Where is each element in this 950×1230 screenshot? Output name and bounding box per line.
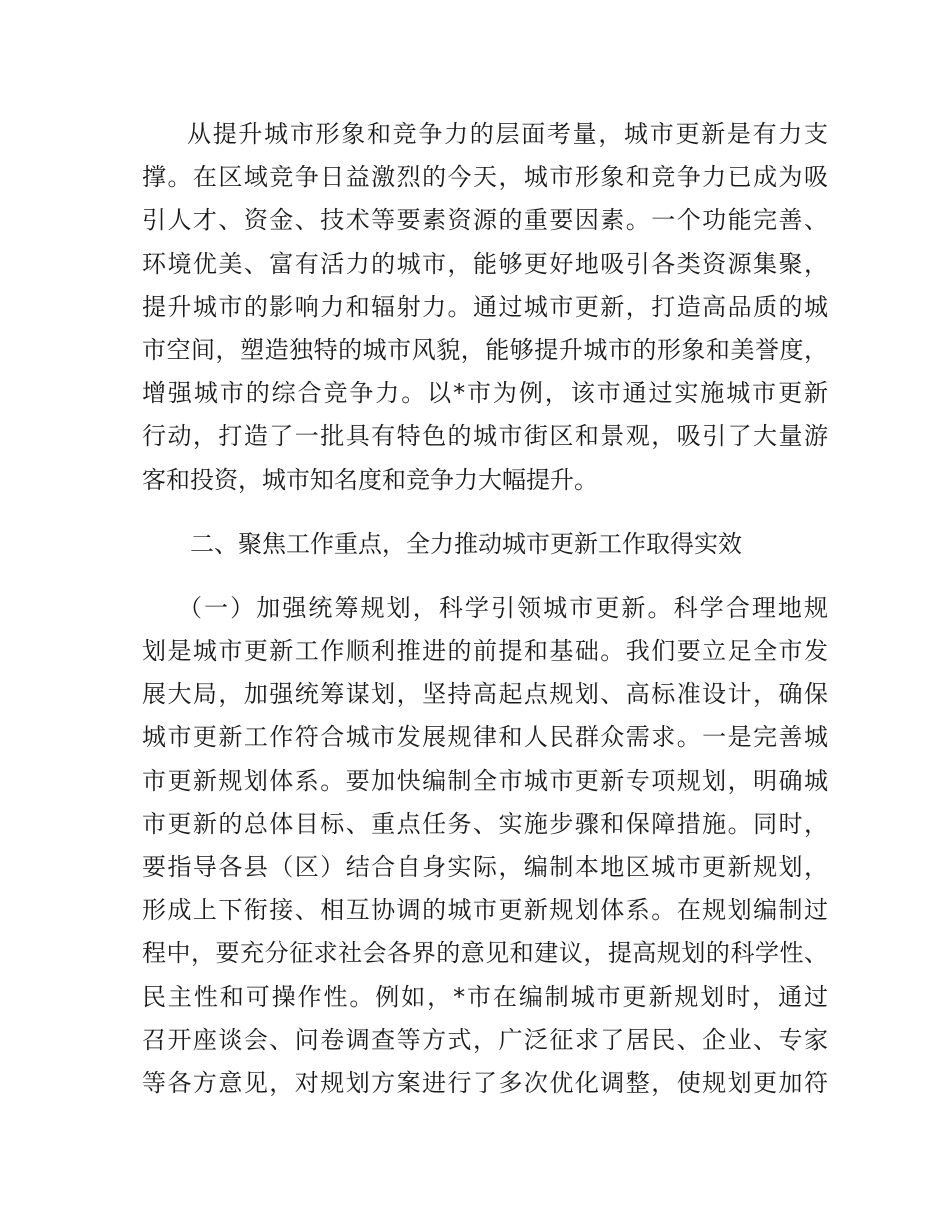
- text-line: 提升城市的影响力和辐射力。通过城市更新，打造高品质的城: [142, 292, 828, 321]
- paragraph-city-image: [142, 113, 828, 502]
- text-line: 等各方意见，对规划方案进行了多次优化调整，使规划更加符: [142, 1068, 828, 1097]
- section-heading: 二、聚焦工作重点，全力推动城市更新工作取得实效: [190, 529, 742, 558]
- text-line: 行动，打造了一批具有特色的城市街区和景观，吸引了大量游: [142, 422, 828, 451]
- text-line: 引人才、资金、技术等要素资源的重要因素。一个功能完善、: [142, 206, 828, 235]
- document-body: [142, 113, 828, 1105]
- text-line: （一）加强统筹规划，科学引领城市更新。科学合理地规: [178, 593, 828, 622]
- text-line: 从提升城市形象和竞争力的层面考量，城市更新是有力支: [187, 120, 828, 148]
- text-line: 客和投资，城市知名度和竞争力大幅提升。: [142, 465, 598, 494]
- text-line: 民主性和可操作性。例如，*市在编制城市更新规划时，通过: [142, 982, 828, 1011]
- text-line: 划是城市更新工作顺利推进的前提和基础。我们要立足全市发: [142, 637, 828, 666]
- text-line: 市更新规划体系。要加快编制全市城市更新专项规划，明确城: [142, 766, 828, 795]
- text-line: 市更新的总体目标、重点任务、实施步骤和保障措施。同时，: [142, 809, 828, 838]
- text-line: 城市更新工作符合城市发展规律和人民群众需求。一是完善城: [142, 723, 828, 752]
- text-line: 展大局，加强统筹谋划，坚持高起点规划、高标准设计，确保: [142, 680, 828, 709]
- text-line: 要指导各县（区）结合自身实际，编制本地区城市更新规划，: [142, 853, 828, 881]
- text-line: 程中，要充分征求社会各界的意见和建议，提高规划的科学性、: [142, 939, 828, 968]
- text-line: 市空间，塑造独特的城市风貌，能够提升城市的形象和美誉度，: [142, 335, 828, 364]
- paragraph-planning: [142, 587, 828, 1105]
- paragraph-spacer: [142, 502, 828, 523]
- text-line: 撑。在区域竞争日益激烈的今天，城市形象和竞争力已成为吸: [142, 163, 828, 192]
- text-line: 召开座谈会、问卷调查等方式，广泛征求了居民、企业、专家: [142, 1025, 828, 1054]
- text-line: 增强城市的综合竞争力。以*市为例，该市通过实施城市更新: [142, 379, 828, 408]
- text-line: 环境优美、富有活力的城市，能够更好地吸引各类资源集聚，: [142, 249, 828, 278]
- paragraph-spacer: [142, 566, 828, 587]
- text-line: 形成上下衔接、相互协调的城市更新规划体系。在规划编制过: [142, 896, 828, 925]
